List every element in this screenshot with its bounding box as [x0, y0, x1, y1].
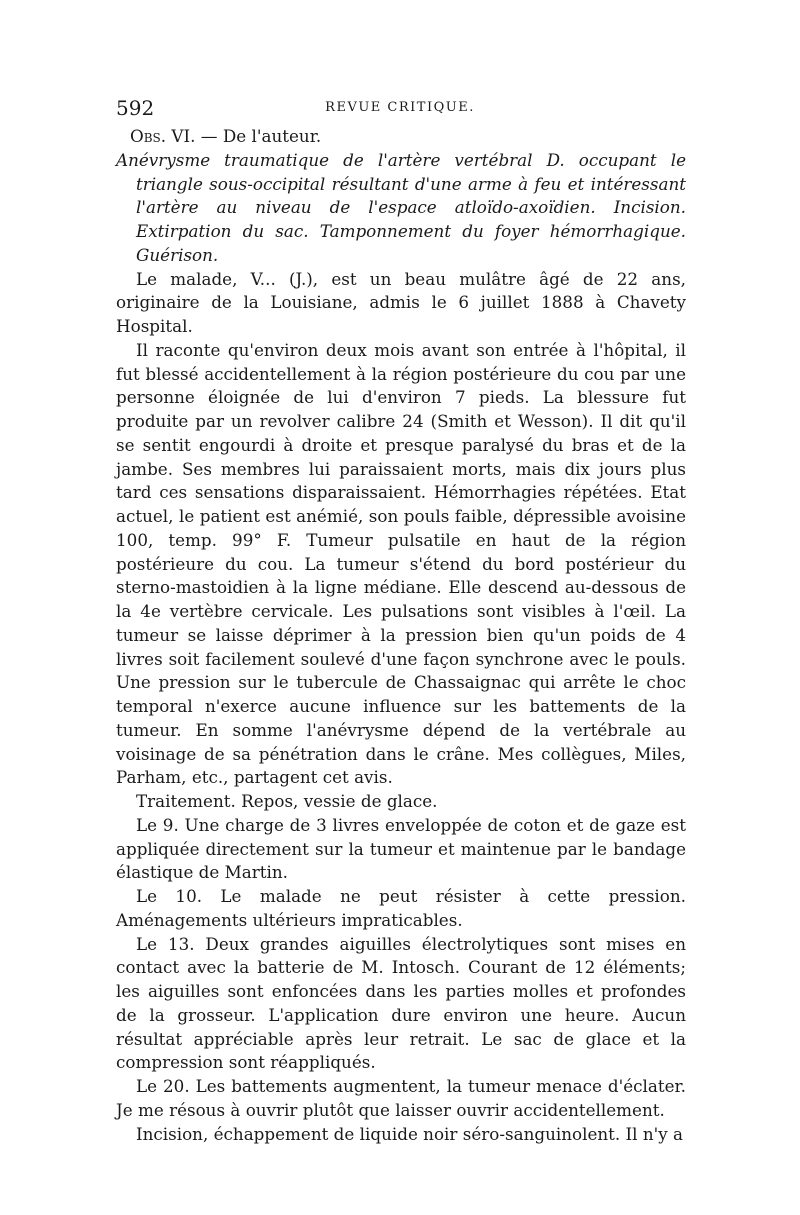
paragraph-day-13: Le 13. Deux grandes aiguilles électrolytiques sont mises en contact avec la batterie de M. Intosch. Courant de 12 éléments; les aiguilles sont enfoncées dans les parties molles et profondes de la grosseur. L'application dure environ une heure. Aucun résultat appréciable après leur retrait. Le sac de glace et la compression sont réappliqués.: [116, 933, 686, 1073]
paragraph-admission: Le malade, V... (J.), est un beau mulâtre âgé de 22 ans, originaire de la Louisiane, admis le 6 juillet 1888 à Chavety Hospital.: [116, 268, 686, 336]
running-head: REVUE CRITIQUE.: [325, 100, 475, 115]
case-abstract: Anévrysme traumatique de l'artère vertébral D. occupant le triangle sous-occipital résultant d'une arme à feu et intéressant l'artère au niveau de l'espace atloïdo-axoïdien. Incision. Extirpation du sac. Tamponnement du foyer hémorrhagique. Guérison.: [116, 149, 686, 265]
paragraph-treatment: Traitement. Repos, vessie de glace.: [136, 791, 438, 811]
observation-heading: [116, 125, 686, 149]
observation-label: Obs. VI.: [130, 126, 196, 146]
paragraph-day-9: Le 9. Une charge de 3 livres enveloppée de coton et de gaze est appliquée directement sur la tumeur et maintenue par le bandage élastique de Martin.: [116, 814, 686, 883]
paragraph-history: Il raconte qu'environ deux mois avant son entrée à l'hôpital, il fut blessé accidentellement à la région postérieure du cou par une personne éloignée de lui d'environ 7 pieds. La blessure fut produite par un revolver calibre 24 (Smith et Wesson). Il dit qu'il se sentit engourdi à droite et presque paralysé du bras et de la jambe. Ses membres lui paraissaient morts, mais dix jours plus tard ces sensations disparaissaient. Hémorrhagies répétées. Etat actuel, le patient est anémié, son pouls faible, dépressible avoisine 100, temp. 99° F. Tumeur pulsatile en haut de la région postérieure du cou. La tumeur s'étend du bord postérieur du sterno-mastoidien à la ligne médiane. Elle descend au-dessous de la 4e vertèbre cervicale. Les pulsations sont visibles à l'œil. La tumeur se laisse déprimer à la pression bien qu'un poids de 4 livres soit facilement soulevé d'une façon synchrone avec le pouls. Une pression sur le tubercule de Chassaignac qui arrête le choc temporal n'exerce aucune influence sur les battements de la tumeur. En somme l'anévrysme dépend de la vertébrale au voisinage de sa pénétration dans le crâne. Mes collègues, Miles, Parham, etc., partagent cet avis.: [116, 339, 686, 788]
page-header: [116, 96, 684, 124]
paragraph-day-20: Le 20. Les battements augmentent, la tumeur menace d'éclater. Je me résous à ouvrir plutôt que laisser ouvrir accidentellement.: [116, 1076, 686, 1120]
observation-author: — De l'auteur.: [195, 126, 322, 146]
page-number: 592: [116, 96, 155, 120]
paragraph-day-10: Le 10. Le malade ne peut résister à cette pression. Aménagements ultérieurs impraticables.: [116, 886, 686, 930]
article-body: [116, 125, 686, 1146]
paragraph-incision: Incision, échappement de liquide noir séro-sanguinolent. Il n'y a: [136, 1123, 684, 1144]
